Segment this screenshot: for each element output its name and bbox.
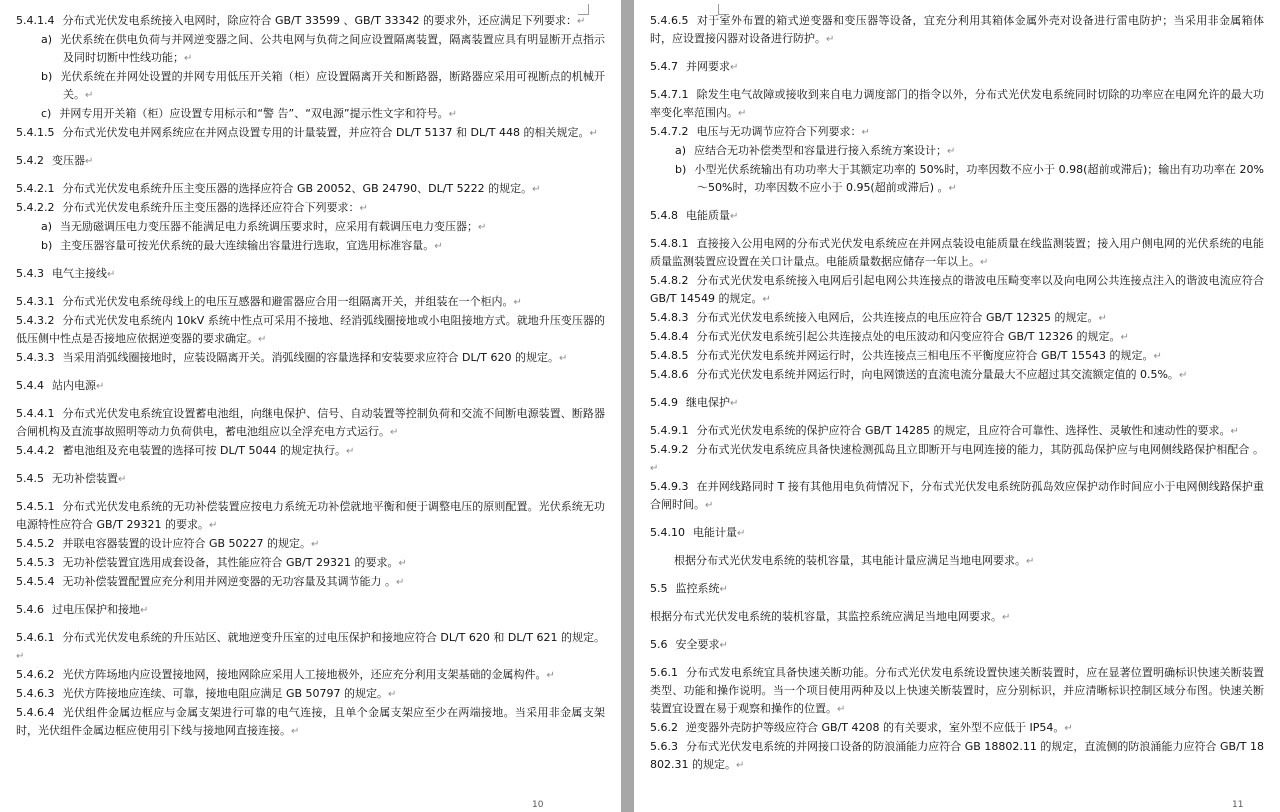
clause-text: 小型光伏系统输出有功功率大于其额定功率的 50%时，功率因数不应小于 0.98(超前或滞后)；输出有功功率在 20%～50%时，功率因数不应小于 0.95(超前或滞后) 。: [694, 163, 1264, 194]
clause-number: 5.4.8.5: [650, 349, 689, 362]
paragraph-mark-icon: ↵: [346, 446, 355, 457]
paragraph-mark-icon: ↵: [258, 334, 267, 345]
clause-number: b): [41, 70, 53, 83]
paragraph-mark-icon: ↵: [737, 528, 746, 539]
clause-text: 电能计量: [693, 526, 737, 539]
clause-text: 安全要求: [675, 638, 720, 651]
clause-number: 5.4.6.4: [16, 706, 55, 719]
paragraph-mark-icon: ↵: [107, 269, 116, 280]
clause-text: 分布式发电系统宜具备快速关断功能。分布式光伏发电系统设置快速关断装置时，应在显著位置明确标识快速关断装置类型、功能和操作说明。当一个项目使用两种及以上快速关断装置时，应分别标识，并应清晰标识控制区域分布图。快速关断装置宜设置在易于观察和操作的位置。: [650, 666, 1264, 715]
clause-paragraph: [16, 405, 605, 442]
clause-paragraph: [16, 180, 605, 199]
clause-text: 分布式光伏发电系统并网运行时，公共连接点三相电压不平衡度应符合 GB/T 15543 的规定。: [696, 349, 1154, 362]
clause-number: 5.4.2.2: [16, 201, 55, 214]
clause-number: 5.4.2.1: [16, 182, 55, 195]
paragraph-mark-icon: ↵: [1178, 370, 1188, 381]
clause-text: 分布式光伏发电系统接入电网后，公共连接点的电压应符合 GB/T 12325 的规定。: [696, 311, 1099, 324]
paragraph-mark-icon: ↵: [184, 53, 193, 64]
clause-text: 电能质量: [686, 209, 730, 222]
clause-paragraph: [650, 608, 1264, 627]
clause-number: 5.6.2: [650, 721, 678, 734]
clause-paragraph: [650, 235, 1264, 272]
clause-number: 5.4.10: [650, 526, 685, 539]
clause-text: 分布式光伏发电并网系统应在并网点设置专用的计量装置，并应符合 DL/T 5137 和 DL/T 448 的相关规定。: [62, 126, 590, 139]
list-item: [650, 161, 1264, 198]
clause-text: 除发生电气故障或接收到来自电力调度部门的指令以外，分布式光伏发电系统同时切除的功率应在电网允许的最大功率变化率范围内。: [650, 88, 1264, 119]
paragraph-mark-icon: ↵: [85, 156, 94, 167]
paragraph-mark-icon: ↵: [719, 640, 728, 651]
clause-paragraph: [16, 535, 605, 554]
clause-paragraph: [16, 573, 605, 592]
clause-text: 分布式光伏发电系统并网运行时，向电网馈送的直流电流分量最大不应超过其交流额定值的 0.5%。: [696, 368, 1179, 381]
section-heading: [650, 58, 1264, 77]
section-heading: [16, 470, 605, 489]
paragraph-mark-icon: ↵: [559, 353, 568, 364]
paragraph-mark-icon: ↵: [980, 257, 989, 268]
clause-number: 5.4.6.5: [650, 14, 689, 27]
clause-text: 无功补偿装置: [52, 472, 118, 485]
clause-paragraph: [16, 685, 605, 704]
document-page-left: [0, 0, 621, 812]
clause-number: a): [675, 144, 687, 157]
list-item: [16, 105, 605, 124]
list-item: [16, 31, 605, 68]
page-gap: [621, 0, 634, 812]
paragraph-mark-icon: ↵: [1064, 723, 1073, 734]
clause-number: 5.4.6.3: [16, 687, 55, 700]
clause-paragraph: [650, 719, 1264, 738]
clause-paragraph: [16, 293, 605, 312]
clause-text: 在并网线路同时 T 接有其他用电负荷情况下，分布式光伏发电系统防孤岛效应保护动作时间应小于电网侧线路保护重合闸时间。: [650, 480, 1264, 511]
clause-number: a): [41, 220, 53, 233]
section-heading: [16, 377, 605, 396]
clause-text: 光伏方阵接地应连续、可靠，接地电阻应满足 GB 50797 的规定。: [62, 687, 389, 700]
clause-number: 5.4.3.1: [16, 295, 55, 308]
section-heading: [650, 524, 1264, 543]
paragraph-mark-icon: ↵: [532, 184, 541, 195]
paragraph-mark-icon: ↵: [311, 539, 320, 550]
paragraph-mark-icon: ↵: [730, 211, 739, 222]
clause-number: 5.4.9.1: [650, 424, 689, 437]
page-number: 10: [532, 800, 544, 810]
page-content: [16, 12, 605, 741]
clause-text: 分布式光伏发电系统引起公共连接点处的电压波动和闪变应符合 GB/T 12326 的规定。: [696, 330, 1121, 343]
clause-number: 5.4.7.2: [650, 125, 689, 138]
clause-number: 5.4.5.1: [16, 500, 55, 513]
section-heading: [650, 636, 1264, 655]
section-heading: [650, 580, 1264, 599]
clause-number: 5.4.9.3: [650, 480, 689, 493]
paragraph-mark-icon: ↵: [1026, 556, 1035, 567]
list-item: [16, 218, 605, 237]
clause-paragraph: [650, 552, 1264, 571]
clause-text: 站内电源: [52, 379, 96, 392]
paragraph-mark-icon: ↵: [208, 520, 218, 531]
list-item: [650, 142, 1264, 161]
clause-number: 5.4.5.4: [16, 575, 55, 588]
clause-number: 5.4.8.1: [650, 237, 689, 250]
clause-number: 5.6: [650, 638, 668, 651]
paragraph-mark-icon: ↵: [947, 146, 956, 157]
clause-number: 5.4.3: [16, 267, 44, 280]
clause-paragraph: [650, 441, 1264, 478]
paragraph-mark-icon: ↵: [140, 605, 149, 616]
clause-paragraph: [650, 347, 1264, 366]
clause-text: 继电保护: [686, 396, 730, 409]
clause-number: 5.4.1.5: [16, 126, 55, 139]
clause-paragraph: [650, 366, 1264, 385]
clause-paragraph: [16, 629, 605, 666]
clause-number: 5.4.3.2: [16, 314, 55, 327]
clause-number: b): [41, 239, 53, 252]
clause-paragraph: [16, 498, 605, 535]
paragraph-mark-icon: ↵: [291, 726, 300, 737]
paragraph-mark-icon: ↵: [1153, 351, 1162, 362]
paragraph-mark-icon: ↵: [730, 62, 739, 73]
clause-text: 当无励磁调压电力变压器不能满足电力系统调压要求时，应采用有载调压电力变压器；: [60, 220, 479, 233]
clause-paragraph: [16, 554, 605, 573]
section-heading: [16, 601, 605, 620]
clause-number: 5.4.8.6: [650, 368, 689, 381]
paragraph-mark-icon: ↵: [736, 760, 745, 771]
clause-paragraph: [650, 328, 1264, 347]
clause-text: 主变压器容量可按光伏系统的最大连续输出容量进行选取，宜选用标准容量。: [60, 239, 435, 252]
clause-number: 5.4.5.3: [16, 556, 55, 569]
clause-text: 无功补偿装置宜选用成套设备，其性能应符合 GB/T 29321 的要求。: [62, 556, 399, 569]
paragraph-mark-icon: ↵: [395, 577, 405, 588]
clause-number: 5.4.4.2: [16, 444, 55, 457]
clause-number: a): [41, 33, 53, 46]
clause-paragraph: [16, 12, 605, 31]
clause-number: 5.4.9.2: [650, 443, 689, 456]
clause-paragraph: [16, 666, 605, 685]
paragraph-mark-icon: ↵: [546, 670, 555, 681]
paragraph-mark-icon: ↵: [730, 398, 739, 409]
clause-paragraph: [650, 738, 1264, 775]
paragraph-mark-icon: ↵: [398, 558, 407, 569]
clause-text: 变压器: [52, 154, 85, 167]
clause-text: 并联电容器装置的设计应符合 GB 50227 的规定。: [62, 537, 312, 550]
paragraph-mark-icon: ↵: [589, 128, 598, 139]
clause-number: 5.6.1: [650, 666, 678, 679]
clause-paragraph: [650, 272, 1264, 309]
clause-paragraph: [650, 422, 1264, 441]
paragraph-mark-icon: ↵: [1230, 426, 1239, 437]
list-item: [16, 237, 605, 256]
paragraph-mark-icon: ↵: [1120, 332, 1129, 343]
clause-number: 5.4.8.3: [650, 311, 689, 324]
clause-paragraph: [650, 123, 1264, 142]
clause-text: 分布式光伏发电系统接入电网时，除应符合 GB/T 33599 、GB/T 33342 的要求外，还应满足下列要求：: [62, 14, 577, 27]
clause-number: 5.4.8.2: [650, 274, 689, 287]
clause-text: 分布式光伏发电系统接入电网后引起电网公共连接点的谐波电压畸变率以及向电网公共连接点注入的谐波电流应符合 GB/T 14549 的规定。: [650, 274, 1264, 305]
clause-paragraph: [650, 664, 1264, 719]
clause-text: 分布式光伏发电系统内 10kV 系统中性点可采用不接地、经消弧线圈接地或小电阻接地方式。就地升压变压器的低压侧中性点是否接地应依据逆变器的要求确定。: [16, 314, 605, 345]
clause-paragraph: [16, 442, 605, 461]
clause-text: 分布式光伏发电系统升压主变压器的选择还应符合下列要求：: [62, 201, 360, 214]
section-heading: [16, 265, 605, 284]
clause-text: 根据分布式光伏发电系统的装机容量，其监控系统应满足当地电网要求。: [650, 610, 1002, 623]
paragraph-mark-icon: ↵: [826, 34, 835, 45]
clause-number: 5.4.6: [16, 603, 44, 616]
clause-number: 5.4.1.4: [16, 14, 55, 27]
clause-text: 光伏系统在并网处设置的并网专用低压开关箱（柜）应设置隔离开关和断路器，断路器应采用可视断点的机械开关。: [60, 70, 605, 101]
clause-text: 光伏方阵场地内应设置接地网，接地网除应采用人工接地极外，还应充分利用支架基础的金属构件。: [62, 668, 547, 681]
clause-paragraph: [650, 86, 1264, 123]
clause-text: 分布式光伏发电系统的并网接口设备的防浪涌能力应符合 GB 18802.11 的规定，直流侧的防浪涌能力应符合 GB/T 18802.31 的规定。: [650, 740, 1264, 771]
clause-text: 逆变器外壳防护等级应符合 GB/T 4208 的有关要求，室外型不应低于 IP54。: [686, 721, 1065, 734]
document-page-right: [634, 0, 1280, 812]
clause-paragraph: [650, 478, 1264, 515]
clause-text: 无功补偿装置配置应充分利用并网逆变器的无功容量及其调节能力 。: [62, 575, 396, 588]
paragraph-mark-icon: ↵: [16, 651, 25, 662]
paragraph-mark-icon: ↵: [478, 222, 487, 233]
clause-text: 当采用消弧线圈接地时，应装设隔离开关。消弧线圈的容量选择和安装要求应符合 DL/T 620 的规定。: [62, 351, 559, 364]
paragraph-mark-icon: ↵: [434, 241, 443, 252]
paragraph-mark-icon: ↵: [118, 474, 127, 485]
clause-paragraph: [16, 312, 605, 349]
clause-text: 光伏组件金属边框应与金属支架进行可靠的电气连接，且单个金属支架应至少在两端接地。当采用非金属支架时，光伏组件金属边框应使用引下线与接地网直接连接。: [16, 706, 605, 737]
paragraph-mark-icon: ↵: [861, 127, 870, 138]
clause-text: 分布式光伏发电系统的无功补偿装置应按电力系统无功补偿就地平衡和便于调整电压的原则配置。光伏系统无功电源特性应符合 GB/T 29321 的要求。: [16, 500, 605, 531]
paragraph-mark-icon: ↵: [359, 203, 368, 214]
clause-number: 5.4.5.2: [16, 537, 55, 550]
clause-text: 并网专用开关箱（柜）应设置专用标示和“警 告”、“双电源”提示性文字和符号。: [59, 107, 449, 120]
clause-number: 5.6.3: [650, 740, 678, 753]
clause-number: 5.4.7: [650, 60, 678, 73]
clause-text: 过电压保护和接地: [52, 603, 140, 616]
clause-paragraph: [650, 309, 1264, 328]
clause-number: 5.4.8.4: [650, 330, 689, 343]
paragraph-mark-icon: ↵: [576, 16, 586, 27]
clause-text: 根据分布式光伏发电系统的装机容量，其电能计量应满足当地电网要求。: [674, 554, 1026, 567]
clause-paragraph: [650, 12, 1264, 49]
clause-text: 并网要求: [686, 60, 730, 73]
section-heading: [650, 207, 1264, 226]
clause-text: 应结合无功补偿类型和容量进行接入系统方案设计；: [694, 144, 948, 157]
clause-number: 5.4.3.3: [16, 351, 55, 364]
list-item: [16, 68, 605, 105]
clause-text: 分布式光伏发电系统的升压站区、就地逆变升压室的过电压保护和接地应符合 DL/T 620 和 DL/T 621 的规定。: [62, 631, 605, 644]
clause-number: 5.4.6.1: [16, 631, 55, 644]
paragraph-mark-icon: ↵: [96, 381, 105, 392]
clause-text: 分布式光伏发电系统母线上的电压互感器和避雷器应合用一组隔离开关，并组装在一个柜内。: [62, 295, 514, 308]
clause-number: c): [41, 107, 52, 120]
clause-paragraph: [16, 124, 605, 143]
section-heading: [16, 152, 605, 171]
clause-text: 监控系统: [675, 582, 720, 595]
paragraph-mark-icon: ↵: [948, 183, 957, 194]
clause-number: 5.4.8: [650, 209, 678, 222]
clause-paragraph: [16, 199, 605, 218]
clause-number: 5.4.5: [16, 472, 44, 485]
paragraph-mark-icon: ↵: [85, 90, 94, 101]
page-number: 11: [1232, 800, 1244, 810]
paragraph-mark-icon: ↵: [837, 704, 846, 715]
clause-text: 分布式光伏发电系统升压主变压器的选择应符合 GB 20052、GB 24790、DL/T 5222 的规定。: [62, 182, 533, 195]
paragraph-mark-icon: ↵: [705, 500, 714, 511]
clause-number: 5.4.7.1: [650, 88, 689, 101]
paragraph-mark-icon: ↵: [719, 584, 728, 595]
paragraph-mark-icon: ↵: [1098, 313, 1107, 324]
paragraph-mark-icon: ↵: [738, 108, 747, 119]
section-heading: [650, 394, 1264, 413]
clause-number: 5.4.2: [16, 154, 44, 167]
paragraph-mark-icon: ↵: [388, 689, 397, 700]
clause-number: 5.4.4: [16, 379, 44, 392]
paragraph-mark-icon: ↵: [448, 109, 458, 120]
page-content: [650, 12, 1264, 775]
clause-number: 5.5: [650, 582, 668, 595]
clause-text: 电压与无功调节应符合下列要求：: [696, 125, 862, 138]
paragraph-mark-icon: ↵: [650, 463, 659, 474]
paragraph-mark-icon: ↵: [762, 294, 771, 305]
clause-text: 直接接入公用电网的分布式光伏发电系统应在并网点装设电能质量在线监测装置；接入用户侧电网的光伏系统的电能质量监测装置应设置在关口计量点。电能质量数据应储存一年以上。: [650, 237, 1264, 268]
clause-number: 5.4.6.2: [16, 668, 55, 681]
clause-paragraph: [16, 704, 605, 741]
paragraph-mark-icon: ↵: [1002, 612, 1011, 623]
clause-number: 5.4.9: [650, 396, 678, 409]
clause-text: 光伏系统在供电负荷与并网逆变器之间、公共电网与负荷之间应设置隔离装置，隔离装置应具有明显断开点指示及同时切断中性线功能；: [60, 33, 605, 64]
clause-text: 蓄电池组及充电装置的选择可按 DL/T 5044 的规定执行。: [62, 444, 346, 457]
clause-paragraph: [16, 349, 605, 368]
clause-text: 电气主接线: [52, 267, 107, 280]
paragraph-mark-icon: ↵: [390, 427, 399, 438]
clause-number: 5.4.4.1: [16, 407, 55, 420]
clause-text: 分布式光伏发电系统的保护应符合 GB/T 14285 的规定，且应符合可靠性、选择性、灵敏性和速动性的要求。: [696, 424, 1231, 437]
clause-text: 分布式光伏发电系统宜设置蓄电池组，向继电保护、信号、自动装置等控制负荷和交流不间断电源装置、断路器合闸机构及直流事故照明等动力负荷供电，蓄电池组应以全浮充电方式运行。: [16, 407, 605, 438]
clause-text: 对于室外布置的箱式逆变器和变压器等设备，宜充分利用其箱体金属外壳对设备进行雷电防护；当采用非金属箱体时，应设置接闪器对设备进行防护。: [650, 14, 1264, 45]
paragraph-mark-icon: ↵: [513, 297, 522, 308]
clause-number: b): [675, 163, 687, 176]
clause-text: 分布式光伏发电系统应具备快速检测孤岛且立即断开与电网连接的能力，其防孤岛保护应与电网侧线路保护相配合 。: [696, 443, 1264, 456]
